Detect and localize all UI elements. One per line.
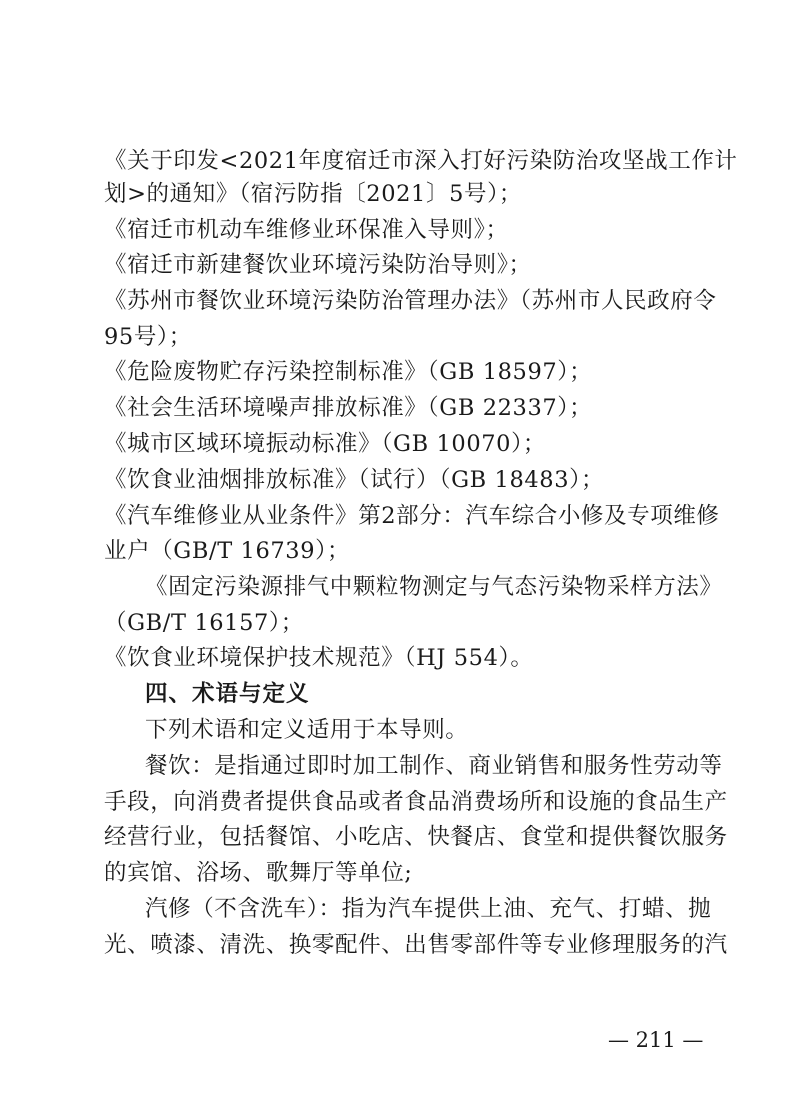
reference-line: 《危险废物贮存污染控制标准》（GB 18597）； [104,359,593,385]
paragraph-line: 手段，向消费者提供食品或者食品消费场所和设施的食品生产 [104,789,728,815]
paragraph-line: 光、喷漆、清洗、换零配件、出售零部件等专业修理服务的汽 [104,932,728,958]
reference-line: 《城市区域环境振动标准》（GB 10070）； [104,431,547,457]
reference-line: 业户（GB/T 16739）； [104,538,351,564]
reference-line: 《宿迁市机动车维修业环保准入导则》； [104,217,509,243]
reference-line: 《固定污染源排气中颗粒物测定与气态污染物采样方法》 [145,574,723,600]
reference-line: （GB/T 16157）； [104,610,304,636]
reference-line: 《社会生活环境噪声排放标准》（GB 22337）； [104,395,593,421]
reference-line: 《苏州市餐饮业环境污染防治管理办法》（苏州市人民政府令 [104,288,717,314]
section-heading: 四、术语与定义 [145,681,310,707]
paragraph-line: 下列术语和定义适用于本导则。 [145,717,469,743]
reference-line: 《汽车维修业从业条件》第2部分：汽车综合小修及专项维修 [104,503,720,529]
reference-line: 《宿迁市新建餐饮业环境污染防治导则》； [104,252,532,278]
page-number: — 211 — [608,1028,704,1052]
reference-line: 《关于印发<2021年度宿迁市深入打好污染防治攻坚战工作计 [104,148,738,174]
paragraph-line: 餐饮：是指通过即时加工制作、商业销售和服务性劳动等 [145,753,723,779]
reference-line: 划>的通知》（宿污防指〔2021〕5号）； [104,181,523,207]
paragraph-line: 经营行业，包括餐馆、小吃店、快餐店、食堂和提供餐饮服务 [104,824,728,850]
reference-line: 《饮食业油烟排放标准》（试行）（GB 18483）； [104,467,605,493]
reference-line: 95号）； [104,324,192,350]
paragraph-line: 汽修（不含洗车）：指为汽车提供上油、充气、打蜡、抛 [145,896,712,922]
paragraph-line: 的宾馆、浴场、歌舞厅等单位; [104,860,413,886]
reference-line: 《饮食业环境保护技术规范》（HJ 554）。 [104,645,534,671]
